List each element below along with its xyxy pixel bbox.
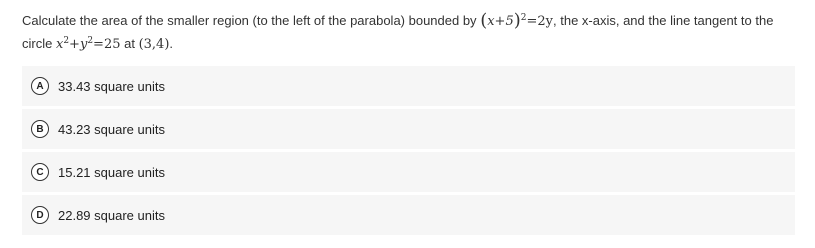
option-c-text: 15.21 square units <box>58 164 165 180</box>
option-c-letter-badge: C <box>31 163 49 181</box>
option-b-text: 43.23 square units <box>58 121 165 137</box>
question-period: . <box>169 36 174 52</box>
question-text-part-3: at <box>124 36 135 52</box>
option-b[interactable] <box>22 109 795 149</box>
option-c[interactable] <box>22 152 795 192</box>
option-a-text: 33.43 square units <box>58 78 165 94</box>
parabola-equation: $(x+5)^2=2y$ <box>480 10 553 31</box>
option-b-letter-badge: B <box>31 120 49 138</box>
option-a-letter-badge: A <box>31 77 49 95</box>
option-d[interactable] <box>22 195 795 235</box>
tangent-point: (3,4) <box>138 37 170 53</box>
question-text-part-2: , the x-axis, and the line tangent to the circle <box>22 13 774 52</box>
answer-options <box>22 66 795 238</box>
question-text-part-1: Calculate the area of the smaller region (to the left of the parabola) bounded by <box>22 13 477 28</box>
option-d-letter-badge: D <box>31 206 49 224</box>
option-a[interactable] <box>22 66 795 106</box>
question-text <box>22 10 807 56</box>
circle-equation: $x^2+y^2=25$ <box>55 36 121 53</box>
option-d-text: 22.89 square units <box>58 207 165 223</box>
